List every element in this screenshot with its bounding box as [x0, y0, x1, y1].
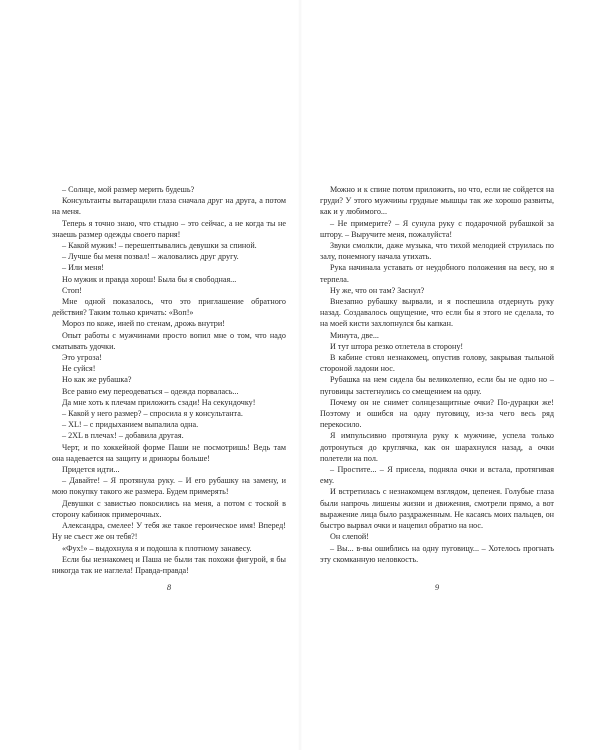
paragraph: Черт, и по хоккейной форме Паши не посмотришь! Ведь там она надевается на защиту и дриноры больше! [52, 442, 286, 463]
paragraph: «Фух!» – выдохнула я и подошла к плотному занавесу. [62, 543, 252, 553]
paragraph: Мне одной показалось, что это приглашение обратного действия? Таким только кричать: «Воп!» [52, 297, 286, 318]
paragraph: В кабине стоял незнакомец, опустив голову, закрывая тыльной стороной ладони нос. [320, 353, 554, 374]
paragraph: Да мне хоть к плечам приложить сзади! На секундочку! [62, 397, 256, 407]
paragraph: Консультанты вытаращили глаза сначала друг на друга, а потом на меня. [52, 196, 286, 217]
paragraph: Почему он не снимет солнцезащитные очки? По-дурацки же! Поэтому и ошибся на одну пуговицу, из-за чего весь ряд перекосило. [320, 397, 554, 430]
paragraph: – Солнце, мой размер мерить будешь? [62, 185, 195, 194]
paragraph: Можно и к спине потом приложить, но что, если не сойдется на груди? У этого мужчины грудные мышцы так же хорошо развиты, как и у любимого... [320, 185, 554, 217]
left-page-text [52, 184, 286, 576]
paragraph: Ну же, что он там? Заснул? [330, 285, 425, 295]
paragraph: Опыт работы с мужчинами просто вопил мне о том, что надо сматывать удочки. [52, 330, 286, 351]
paragraph: – Лучше бы меня позвал! – жаловались друг другу. [62, 252, 239, 262]
paragraph: Придется идти... [62, 465, 120, 475]
paragraph: Но как же рубашка? [62, 375, 132, 385]
paragraph: Я импульсивно протянула руку к мужчине, успела только дотронуться до круглячка, как он шарахнулся назад, а очки полетели на пол. [320, 431, 554, 463]
paragraph: Минута, две... [330, 330, 379, 340]
right-page [320, 184, 554, 592]
paragraph: Рубашка на нем сидела бы великолепно, если бы не одно но – пуговицы застегнулись со смещением на одну. [320, 375, 554, 396]
paragraph: И встретилась с незнакомцем взглядом, цепенея. Голубые глаза были напрочь лишены жизни и движения, смотрели прямо, а вот выражение лица было раздраженным. Не касаясь моих пальцев, он быстро вырвал очки и нацепил обратно на нос. [320, 487, 554, 531]
paragraph: Рука начинала уставать от неудобного положения на весу, но я терпела. [320, 263, 554, 284]
paragraph: Александра, смелее! У тебя же такое героическое имя! Вперед! Ну не съест же он тебя?! [52, 521, 286, 542]
paragraph: – Не примерите? – Я сунула руку с подарочной рубашкой за штору. – Выручите меня, пожалуйста! [320, 218, 554, 239]
paragraph: Мороз по коже, иней по стенам, дрожь внутри! [62, 319, 225, 329]
paragraph: Стоп! [62, 285, 82, 295]
paragraph: – Какой мужик! – перешептывались девушки за спиной. [62, 241, 257, 251]
paragraph: – Или меня! [62, 263, 104, 273]
paragraph: Теперь я точно знаю, что стыдно – это сейчас, а не когда ты не знаешь размер одежды своего парня! [52, 218, 286, 239]
paragraph: – 2XL в плечах! – добавила другая. [62, 431, 184, 441]
paragraph: Но мужик и правда хорош! Была бы я свободная... [62, 274, 237, 284]
paragraph: Все равно ему переодеваться – одежда порвалась... [62, 386, 239, 396]
page-number-left: 8 [166, 582, 172, 592]
paragraph: Это угроза! [62, 353, 102, 363]
book-gutter [298, 0, 302, 750]
paragraph: Девушки с завистью покосились на меня, а потом с тоской в сторону кабинок примерочных. [52, 498, 286, 519]
paragraph: Он слепой! [330, 532, 369, 542]
paragraph: Внезапно рубашку вырвали, и я поспешила отдернуть руку назад. Создавалось ощущение, что если бы я этого не сделала, то на моей кисти захлопнулся бы капкан. [320, 297, 554, 329]
paragraph: – Вы... в-вы ошиблись на одну пуговицу... – Хотелось прогнать эту скомканную неловкость. [320, 543, 554, 564]
paragraph: – Давайте! – Я протянула руку. – И его рубашку на замену, и мою покупку такого же размера. Будем примерять! [52, 476, 286, 497]
paragraph: – XL! – с придыханием выпалила одна. [62, 420, 199, 430]
page-number-right: 9 [434, 582, 440, 592]
paragraph: Звуки смолкли, даже музыка, что тихой мелодией струилась по залу, понемногу начала утихать. [320, 241, 554, 262]
left-page [52, 184, 286, 592]
paragraph: – Какой у него размер? – спросила я у консультанта. [62, 409, 243, 419]
right-page-text [320, 184, 554, 565]
paragraph: И тут штора резко отлетела в сторону! [330, 341, 464, 351]
paragraph: Не суйся! [62, 364, 96, 374]
paragraph: Если бы незнакомец и Паша не были так похожи фигурой, я бы никогда так не наглела! Правда-правда! [52, 554, 286, 575]
paragraph: – Простите... – Я присела, подняла очки и встала, протягивая ему. [320, 465, 554, 486]
